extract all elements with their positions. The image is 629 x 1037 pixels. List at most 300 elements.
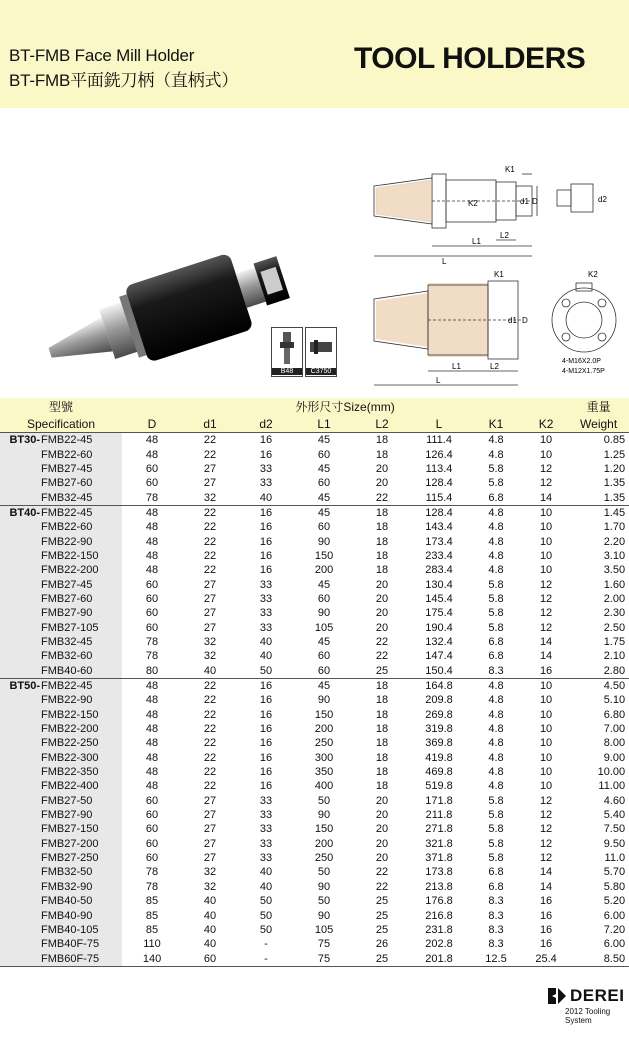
dimension-cell: 10 (539, 737, 553, 750)
dimension-cell: 18 (375, 723, 389, 736)
dimension-cell: 16 (539, 923, 553, 936)
dimension-cell: 12 (539, 621, 553, 634)
dimension-cell: 16 (259, 549, 273, 562)
series-group (0, 880, 40, 894)
dimension-cell: 4.8 (488, 723, 504, 736)
table-row (0, 736, 629, 750)
table-row (0, 664, 629, 679)
dimension-cell: 40 (203, 909, 217, 922)
technical-drawing-top (372, 156, 622, 266)
dimension-cell: 283.4 (425, 564, 453, 577)
dimension-cell: 250 (314, 852, 334, 865)
dimension-cell: 233.4 (425, 549, 453, 562)
header-col: D (122, 415, 182, 433)
dimension-cell: 60 (317, 650, 331, 663)
table-row (0, 635, 629, 649)
weight-cell: 8.00 (603, 737, 626, 750)
dimension-cell: 32 (203, 635, 217, 648)
title-english: BT-FMB Face Mill Holder (9, 46, 195, 65)
dimension-cell: 16 (259, 448, 273, 461)
dimension-cell: 128.4 (410, 505, 468, 520)
spec-cell: FMB40-60 (40, 664, 122, 679)
series-group (0, 534, 40, 548)
dimension-cell: 10 (539, 708, 553, 721)
weight-cell: 11.0 (604, 852, 626, 865)
dimension-cell: 16 (259, 723, 273, 736)
series-group (0, 722, 40, 736)
dimension-cell: 12 (539, 607, 553, 620)
series-group (0, 822, 40, 836)
weight-cell: 1.25 (603, 448, 626, 461)
weight-cell: 6.80 (603, 708, 626, 721)
header-spec-cn: 型號 (0, 398, 122, 415)
dimension-cell: 10 (539, 448, 553, 461)
dimension-cell: 4.8 (488, 737, 504, 750)
dimension-cell: 5.8 (488, 578, 504, 591)
dimension-cell: 90 (317, 909, 331, 922)
dimension-cell: 27 (203, 477, 217, 490)
dimension-cell: 22 (375, 635, 389, 648)
dimension-cell: 18 (375, 780, 389, 793)
weight-cell: 2.10 (603, 650, 626, 663)
dimension-cell: 18 (375, 694, 389, 707)
dimension-cell: 140 (122, 951, 182, 966)
dimension-cell: 10 (539, 549, 553, 562)
dimension-cell: 12 (539, 837, 553, 850)
dimension-cell: 147.4 (425, 650, 453, 663)
dimension-cell: 173.4 (425, 535, 453, 548)
dimension-cell: 10 (524, 678, 568, 693)
weight-cell: 1.45 (568, 505, 629, 520)
dimension-cell: 14 (539, 866, 553, 879)
dimension-cell: 16 (238, 505, 294, 520)
dimension-cell: 269.8 (425, 708, 453, 721)
dimension-cell: 132.4 (425, 635, 453, 648)
dimension-cell: 48 (145, 766, 159, 779)
dimension-cell: 10 (539, 694, 553, 707)
dimension-cell: 14 (539, 650, 553, 663)
series-group (0, 894, 40, 908)
dimension-cell: 60 (317, 592, 331, 605)
dimension-cell: 5.8 (488, 621, 504, 634)
dimension-cell: 32 (203, 880, 217, 893)
dimension-cell: 171.8 (425, 794, 453, 807)
weight-cell: 7.00 (603, 723, 626, 736)
dimension-cell: 33 (259, 578, 273, 591)
dimension-cell: 18 (375, 708, 389, 721)
dimension-cell: 50 (259, 909, 273, 922)
dimension-cell: 25 (354, 951, 410, 966)
dimension-cell: 60 (317, 521, 331, 534)
thread-spec-1: 4-M16X2.0P (562, 358, 601, 365)
dimension-cell: 50 (259, 664, 273, 677)
weight-cell: 1.75 (603, 635, 626, 648)
dimension-cell: 4.8 (488, 549, 504, 562)
spec-cell: FMB60F-75 (40, 951, 122, 966)
dimension-cell: 18 (354, 433, 410, 448)
dimension-cell: 12 (539, 823, 553, 836)
dimension-cell: 90 (317, 607, 331, 620)
dimension-cell: 150 (314, 823, 334, 836)
weight-cell: 0.85 (568, 433, 629, 448)
dimension-cell: 16 (539, 664, 553, 677)
dimension-cell: 110 (143, 938, 161, 951)
dimension-cell: 22 (203, 535, 217, 548)
spec-cell: FMB40-50 (40, 894, 122, 908)
dimension-cell: 10 (524, 433, 568, 448)
weight-cell: 3.50 (603, 564, 626, 577)
brand-name: DEREI (570, 986, 625, 1005)
dimension-cell: 4.8 (468, 505, 524, 520)
weight-cell: 7.20 (603, 923, 626, 936)
dimension-cell: 40 (259, 866, 273, 879)
header-col: L2 (354, 415, 410, 433)
label-k1: K1 (505, 165, 515, 174)
weight-cell: 2.50 (603, 621, 626, 634)
dimension-cell: 4.8 (488, 521, 504, 534)
weight-cell: 3.10 (603, 549, 626, 562)
table-row (0, 923, 629, 937)
table-row (0, 505, 629, 520)
dimension-cell: 18 (354, 678, 410, 693)
dimension-cell: 60 (145, 578, 159, 591)
header-col: K1 (468, 415, 524, 433)
table-row (0, 433, 629, 448)
dimension-cell: 45 (317, 635, 331, 648)
dimension-cell: 32 (203, 866, 217, 879)
header-col: L1 (294, 415, 354, 433)
spec-cell: FMB32-45 (40, 635, 122, 649)
dimension-cell: 60 (317, 477, 331, 490)
dimension-cell: 12 (539, 462, 553, 475)
dimension-cell: 20 (375, 621, 389, 634)
series-group (0, 837, 40, 851)
weight-cell: 5.10 (603, 694, 626, 707)
series-group (0, 549, 40, 563)
dimension-cell: 90 (317, 694, 331, 707)
dimension-cell: 12 (539, 592, 553, 605)
dimension-cell: 48 (122, 433, 182, 448)
dimension-cell: 4.8 (488, 766, 504, 779)
series-group (0, 490, 40, 505)
dimension-cell: 22 (203, 694, 217, 707)
table-row (0, 549, 629, 563)
dimension-cell: 16 (259, 780, 273, 793)
dimension-cell: 20 (375, 794, 389, 807)
dimension-cell: 16 (259, 708, 273, 721)
dimension-cell: 45 (317, 491, 331, 504)
dimension-cell: 22 (203, 751, 217, 764)
dimension-cell: 8.3 (488, 923, 504, 936)
dimension-cell: 50 (259, 923, 273, 936)
dimension-cell: 60 (145, 794, 159, 807)
dimension-cell: 60 (145, 607, 159, 620)
header-weight-cn: 重量 (568, 398, 629, 415)
dimension-cell: 78 (145, 491, 159, 504)
dimension-cell: 18 (375, 448, 389, 461)
dimension-cell: 16 (259, 766, 273, 779)
dimension-cell: 10 (539, 780, 553, 793)
table-row (0, 779, 629, 793)
series-group: BT50- (0, 678, 40, 693)
dimension-cell: 519.8 (425, 780, 453, 793)
dimension-cell: 27 (203, 621, 217, 634)
dimension-cell: 50 (317, 794, 331, 807)
tool-holder-photo (38, 208, 338, 408)
thumbnail-b48 (271, 327, 303, 377)
dimension-cell: 12 (539, 477, 553, 490)
series-group (0, 520, 40, 534)
series-group: BT40- (0, 505, 40, 520)
spec-cell: FMB22-90 (40, 693, 122, 707)
header-spec-en: Specification (0, 415, 122, 433)
dimension-cell: 25 (375, 923, 389, 936)
table-row (0, 490, 629, 505)
dimension-cell: 250 (314, 737, 334, 750)
dimension-cell: 27 (203, 809, 217, 822)
dimension-cell: 22 (375, 491, 389, 504)
dimension-cell: 40 (259, 635, 273, 648)
table-row (0, 708, 629, 722)
spec-cell: FMB27-105 (40, 620, 122, 634)
thread-spec-2: 4-M12X1.75P (562, 368, 605, 375)
dimension-cell: 60 (145, 852, 159, 865)
dimension-cell: 14 (539, 635, 553, 648)
dimension-cell: 48 (122, 678, 182, 693)
dimension-cell: 10 (539, 564, 553, 577)
header-col: L (410, 415, 468, 433)
dimension-cell: 40 (203, 938, 217, 951)
dimension-cell: 33 (259, 837, 273, 850)
table-row (0, 620, 629, 634)
dimension-cell: 20 (375, 823, 389, 836)
dimension-cell: 200 (314, 837, 334, 850)
dimension-cell: 6.8 (488, 491, 504, 504)
dimension-cell: 5.8 (488, 607, 504, 620)
dimension-cell: 319.8 (425, 723, 453, 736)
spec-cell: FMB40F-75 (40, 937, 122, 951)
dimension-cell: 150.4 (425, 664, 453, 677)
dimension-cell: 25 (375, 664, 389, 677)
table-row (0, 693, 629, 707)
spec-cell: FMB27-250 (40, 851, 122, 865)
dimension-cell: 12.5 (468, 951, 524, 966)
thumbnail-c3750 (305, 327, 337, 377)
series-group (0, 708, 40, 722)
weight-cell: 5.20 (603, 895, 626, 908)
dimension-cell: 48 (145, 521, 159, 534)
dimension-cell: 33 (259, 823, 273, 836)
brand-logo-icon (548, 988, 566, 1004)
dimension-cell: 33 (259, 852, 273, 865)
dimension-cell: 78 (145, 635, 159, 648)
dimension-cell: 20 (375, 852, 389, 865)
dimension-cell: 78 (145, 866, 159, 879)
spec-cell: FMB40-105 (40, 923, 122, 937)
dimension-cell: 45 (294, 505, 354, 520)
section-title: TOOL HOLDERS (354, 42, 586, 75)
dimension-cell: 5.8 (488, 592, 504, 605)
spec-cell: FMB27-90 (40, 808, 122, 822)
dimension-cell: 27 (203, 578, 217, 591)
dimension-cell: 60 (145, 809, 159, 822)
dimension-cell: 8.3 (488, 909, 504, 922)
dimension-cell: 22 (182, 678, 238, 693)
table-row (0, 937, 629, 951)
label-l2: L2 (490, 362, 499, 371)
table-row (0, 837, 629, 851)
dimension-cell: 25 (375, 909, 389, 922)
dimension-cell: 45 (317, 578, 331, 591)
table-row (0, 534, 629, 548)
dimension-cell: 20 (375, 592, 389, 605)
series-group (0, 908, 40, 922)
dimension-cell: 48 (145, 723, 159, 736)
series-group (0, 693, 40, 707)
dimension-cell: 78 (145, 880, 159, 893)
spec-table-container (0, 398, 629, 967)
label-k2: K2 (588, 270, 598, 279)
series-group (0, 664, 40, 679)
dimension-cell: 350 (314, 766, 334, 779)
table-row (0, 808, 629, 822)
series-group: BT30- (0, 433, 40, 448)
dimension-cell: 48 (145, 535, 159, 548)
label-d1: d1 (508, 316, 517, 325)
dimension-cell: 113.4 (425, 462, 453, 475)
dimension-cell: 5.8 (488, 794, 504, 807)
spec-cell: FMB27-200 (40, 837, 122, 851)
dimension-cell: 8.3 (488, 664, 504, 677)
dimension-cell: 90 (317, 809, 331, 822)
dimension-cell: 173.8 (425, 866, 453, 879)
dimension-cell: 5.8 (488, 852, 504, 865)
dimension-cell: 231.8 (425, 923, 453, 936)
dimension-cell: 48 (145, 564, 159, 577)
spec-cell: FMB32-45 (40, 490, 122, 505)
dimension-cell: 48 (145, 780, 159, 793)
dimension-cell: 22 (203, 708, 217, 721)
weight-cell: 2.00 (603, 592, 626, 605)
dimension-cell: 60 (145, 837, 159, 850)
weight-cell: 5.70 (603, 866, 626, 879)
dimension-cell: 115.4 (425, 491, 453, 504)
dimension-cell: 10 (524, 505, 568, 520)
dimension-cell: 126.4 (425, 448, 453, 461)
dimension-cell: 50 (259, 895, 273, 908)
label-l1: L1 (452, 362, 461, 371)
dimension-cell: 26 (375, 938, 389, 951)
label-D: D (532, 197, 538, 206)
wrench-icon (306, 328, 336, 368)
dimension-cell: 419.8 (425, 751, 453, 764)
spec-cell: FMB22-250 (40, 736, 122, 750)
dimension-cell: 75 (294, 951, 354, 966)
dimension-cell: 48 (145, 737, 159, 750)
series-group (0, 635, 40, 649)
spec-cell: FMB27-45 (40, 462, 122, 476)
product-illustration-area (0, 108, 629, 398)
table-row (0, 794, 629, 808)
dimension-cell: 16 (238, 433, 294, 448)
dimension-cell: 175.4 (425, 607, 453, 620)
spec-cell: FMB40-90 (40, 908, 122, 922)
dimension-cell: 33 (259, 462, 273, 475)
dimension-cell: 33 (259, 621, 273, 634)
dimension-cell: 4.8 (468, 678, 524, 693)
spec-cell: FMB22-150 (40, 549, 122, 563)
dimension-cell: 18 (354, 505, 410, 520)
dimension-cell: 200 (314, 723, 334, 736)
dimension-cell: 90 (317, 535, 331, 548)
label-k2: K2 (468, 199, 478, 208)
dimension-cell: 32 (203, 650, 217, 663)
spec-cell: FMB32-50 (40, 865, 122, 879)
dimension-cell: 45 (317, 462, 331, 475)
dimension-cell: 20 (375, 462, 389, 475)
weight-cell: 9.00 (603, 751, 626, 764)
dimension-cell: 85 (145, 895, 159, 908)
spec-cell: FMB22-350 (40, 765, 122, 779)
series-group (0, 779, 40, 793)
dimension-cell: 50 (317, 866, 331, 879)
spec-cell: FMB22-200 (40, 563, 122, 577)
series-group (0, 577, 40, 591)
dimension-cell: 33 (259, 477, 273, 490)
dimension-cell: 22 (375, 880, 389, 893)
table-row (0, 520, 629, 534)
dimension-cell: 85 (145, 923, 159, 936)
dimension-cell: 10 (539, 766, 553, 779)
dimension-cell: 216.8 (425, 909, 453, 922)
dimension-cell: 22 (182, 505, 238, 520)
dimension-cell: 5.8 (488, 477, 504, 490)
dimension-cell: 48 (122, 505, 182, 520)
dimension-cell: 271.8 (425, 823, 453, 836)
series-group (0, 606, 40, 620)
label-l1: L1 (472, 237, 481, 246)
dimension-cell: 6.8 (488, 650, 504, 663)
dimension-cell: 16 (259, 694, 273, 707)
weight-cell: 4.50 (568, 678, 629, 693)
table-row (0, 649, 629, 663)
dimension-cell: 78 (145, 650, 159, 663)
dimension-cell: 33 (259, 809, 273, 822)
dimension-cell: 209.8 (425, 694, 453, 707)
dimension-cell: 80 (145, 664, 159, 677)
dimension-cell: 10 (539, 751, 553, 764)
dimension-cell: 40 (259, 650, 273, 663)
series-group (0, 937, 40, 951)
dimension-cell: 5.8 (488, 823, 504, 836)
weight-cell: 2.80 (603, 664, 626, 677)
spec-cell: FMB32-60 (40, 649, 122, 663)
dimension-cell: - (264, 938, 268, 951)
spec-cell: FMB27-60 (40, 476, 122, 490)
dimension-cell: 145.4 (425, 592, 453, 605)
label-l: L (442, 257, 447, 266)
dimension-cell: 4.8 (468, 433, 524, 448)
dimension-cell: 50 (317, 895, 331, 908)
dimension-cell: 4.8 (488, 694, 504, 707)
dimension-cell: 4.8 (488, 780, 504, 793)
title-chinese: BT-FMB平面銑刀柄（直柄式） (9, 71, 239, 90)
spec-cell: FMB22-400 (40, 779, 122, 793)
dimension-cell: 16 (259, 751, 273, 764)
dimension-cell: 27 (203, 852, 217, 865)
dimension-cell: 5.8 (488, 809, 504, 822)
spec-cell: FMB22-60 (40, 447, 122, 461)
